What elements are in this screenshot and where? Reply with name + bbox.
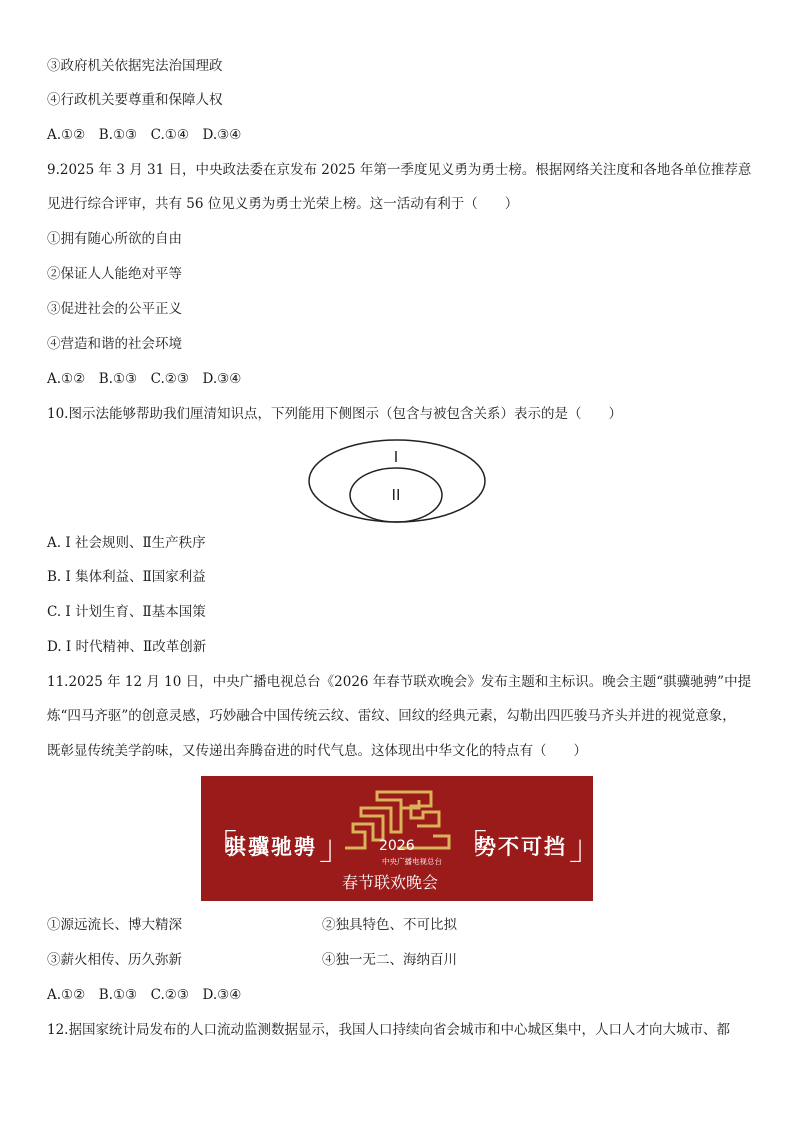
banner-event: 春节联欢晚会 (342, 873, 439, 892)
inner-label: II (391, 487, 401, 504)
q10-option-d: D. I 时代精神、Ⅱ改革创新 (47, 639, 207, 655)
q11-option-3: ③薪火相传、历久弥新 (47, 952, 182, 968)
q8-answer-choices: A.①② B.①③ C.①④ D.③④ (47, 127, 242, 143)
q11-option-4: ④独一无二、海纳百川 (322, 952, 457, 968)
q10-stem: 10.图示法能够帮助我们厘清知识点，下列能用下侧图示（包含与被包含关系）表示的是（ ） (47, 406, 622, 422)
left-bracket-open: 「 (203, 828, 237, 868)
banner-org: 中央广播电视总台 (382, 857, 442, 866)
q9-option-3: ③促进社会的公平正义 (47, 301, 182, 317)
q10-option-a: A. I 社会规则、Ⅱ生产秩序 (47, 535, 206, 551)
q11-stem-line-1: 11.2025 年 12 月 10 日，中央广播电视总台《2026 年春节联欢晚会》发布主题和主标识。晚会主题“骐骥驰骋”中提 (47, 674, 752, 690)
q9-stem-line-2: 见进行综合评审，共有 56 位见义勇为勇士光荣上榜。这一活动有利于（ ） (47, 196, 519, 212)
q9-option-1: ①拥有随心所欲的自由 (47, 231, 182, 247)
q11-answer-choices: A.①② B.①③ C.②③ D.③④ (47, 987, 242, 1003)
right-bracket-close: 」 (569, 828, 603, 868)
q11-option-1: ①源远流长、博大精深 (47, 917, 182, 933)
q9-option-4: ④营造和谐的社会环境 (47, 336, 182, 352)
q11-option-2: ②独具特色、不可比拟 (322, 917, 457, 933)
q11-stem-line-2: 炼“四马齐驱”的创意灵感，巧妙融合中国传统云纹、雷纹、回纹的经典元素，勾勒出四匹骏马齐头并进的视觉意象， (47, 708, 736, 724)
right-bracket-open: 「 (453, 828, 487, 868)
venn-diagram (306, 438, 490, 526)
q11-stem-line-3: 既彰显传统美学韵味，又传递出奔腾奋进的时代气息。这体现出中华文化的特点有（ ） (47, 743, 587, 759)
left-bracket-close: 」 (319, 828, 353, 868)
q8-option-3: ③政府机关依据宪法治国理政 (47, 58, 223, 74)
q9-option-2: ②保证人人能绝对平等 (47, 266, 182, 282)
q10-option-c: C. I 计划生育、Ⅱ基本国策 (47, 604, 206, 620)
q9-answer-choices: A.①② B.①③ C.②③ D.③④ (47, 371, 242, 387)
q10-option-b: B. I 集体利益、Ⅱ国家利益 (47, 569, 206, 585)
banner-year: 2026 (379, 838, 415, 854)
gala-logo-banner (201, 776, 603, 901)
banner-left-text: 骐骥驰骋 (225, 834, 317, 859)
banner-right-text: 势不可挡 (475, 834, 567, 859)
q8-option-4: ④行政机关要尊重和保障人权 (47, 92, 223, 108)
q12-stem-line-1: 12.据国家统计局发布的人口流动监测数据显示，我国人口持续向省会城市和中心城区集中，人口人才向大城市、都 (47, 1022, 730, 1038)
q9-stem-line-1: 9.2025 年 3 月 31 日，中央政法委在京发布 2025 年第一季度见义勇为勇士榜。根据网络关注度和各地各单位推荐意 (47, 162, 752, 178)
outer-label: I (393, 449, 399, 466)
